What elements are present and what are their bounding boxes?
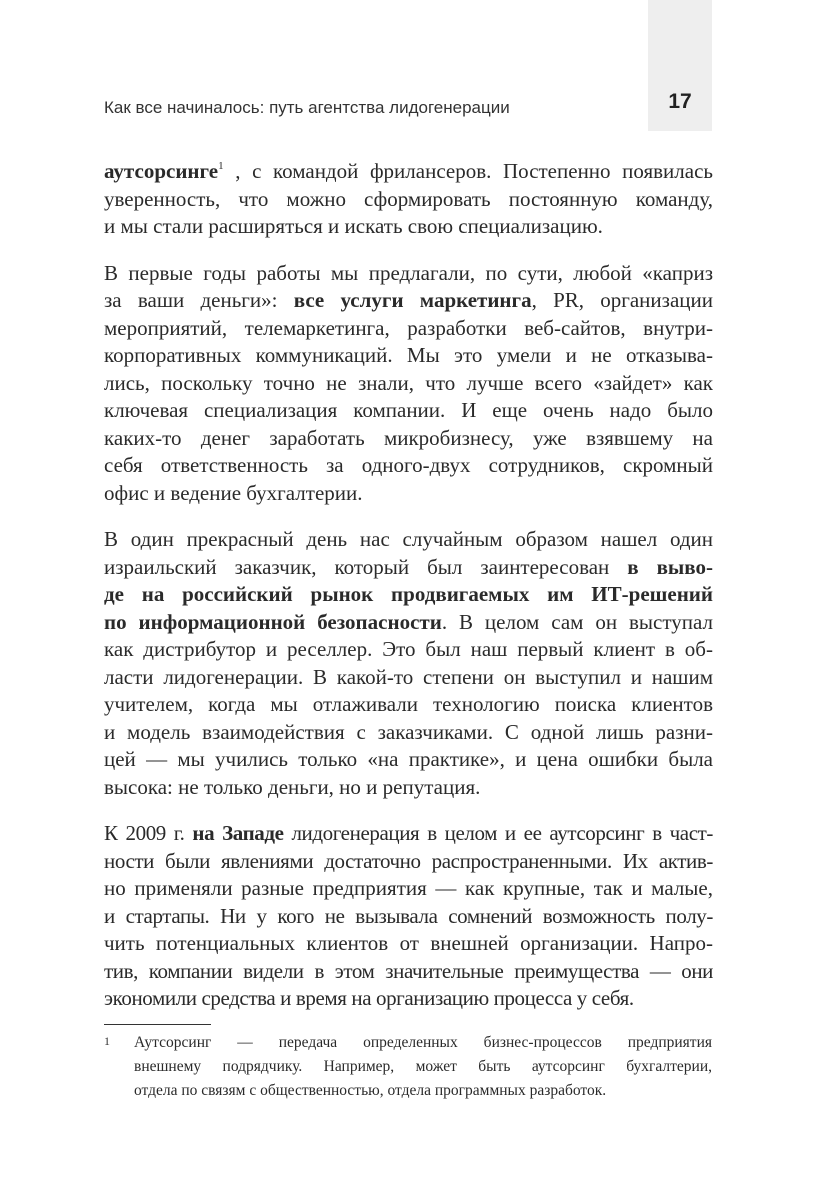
text-segment: израильский заказчик, который был заинтересован — [104, 554, 628, 579]
paragraph — [104, 820, 713, 1013]
text-line — [104, 554, 713, 582]
text-segment: чить потенциальных клиентов от внешней организации. Напро- — [104, 931, 713, 955]
text-segment: и стартапы. Ни у кого не вызывала сомнений возможность полу- — [104, 903, 713, 928]
text-segment: В один прекрасный день нас случайным образом нашел один — [104, 527, 713, 551]
text-segment: уверенность, что можно сформировать постоянную команду, — [104, 186, 713, 211]
footnote-line: Аутсорсинг — передача определенных бизнес-процессов предприятия — [134, 1034, 712, 1051]
text-segment: высока: не только деньги, но и репутация. — [104, 774, 481, 799]
footnote-line: отдела по связям с общественностью, отдела программных разработок. — [134, 1082, 607, 1099]
text-line — [104, 820, 713, 848]
text-segment: В первые годы работы мы предлагали, по сути, любой «каприз — [104, 260, 713, 285]
text-segment: , с командой фрилансеров. Постепенно появилась — [223, 159, 713, 183]
text-line — [104, 636, 713, 664]
text-line — [104, 958, 713, 986]
text-line — [104, 848, 713, 876]
text-line — [104, 213, 713, 241]
bold-text: в выво- — [627, 554, 713, 579]
text-segment: офис и ведение бухгалтерии. — [104, 480, 363, 505]
text-segment: себя ответственность за одного-двух сотрудников, скромный — [104, 453, 713, 477]
text-line — [104, 903, 713, 931]
footnote-ref: 1 — [218, 160, 224, 172]
text-segment: как дистрибутор и реселлер. Это был наш первый клиент в об- — [104, 637, 713, 661]
bold-text: де на российский рынок продвигаемых им ИТ-решений — [104, 582, 713, 606]
text-segment: ласти лидогенерации. В какой-то степени он выступил и нашим — [104, 664, 713, 689]
text-line — [104, 315, 713, 343]
text-segment: мероприятий, телемаркетинга, разработки веб-сайтов, внутри- — [104, 315, 713, 340]
bold-text: аутсорсинге — [104, 159, 219, 183]
text-segment: лидогенерация в целом и ее аутсорсинг в част- — [283, 821, 713, 845]
text-line — [104, 425, 713, 453]
bold-text: по информационной безопасности — [104, 609, 442, 634]
text-line — [104, 480, 713, 508]
paragraph — [104, 526, 713, 801]
text-line — [104, 664, 713, 692]
text-segment: тив, компании видели в этом значительные преимущества — они — [104, 958, 713, 983]
text-segment: но применяли разные предприятия — как крупные, так и малые, — [104, 876, 713, 900]
text-line — [104, 719, 713, 747]
text-line — [104, 581, 713, 609]
text-line — [104, 452, 713, 480]
text-segment: ключевая специализация компании. И еще очень надо было — [104, 398, 713, 422]
text-line — [104, 397, 713, 425]
text-line — [104, 186, 713, 214]
text-line — [104, 691, 713, 719]
page-number: 17 — [668, 90, 692, 113]
text-line — [104, 985, 713, 1013]
footnote-divider — [104, 1024, 211, 1025]
text-segment: за ваши деньги»: — [104, 288, 294, 312]
text-segment: . В целом сам он выступал — [441, 609, 713, 634]
bold-text: на Западе — [192, 821, 284, 845]
running-title: Как все начиналось: путь агентства лидогенерации — [104, 98, 510, 117]
body-text — [104, 158, 713, 1032]
text-segment: каких-то денег заработать микробизнесу, уже взявшему на — [104, 425, 713, 450]
text-segment: и модель взаимодействия с заказчиками. С одной лишь разни- — [104, 719, 713, 744]
text-segment: и мы стали расширяться и искать свою специализацию. — [104, 214, 603, 238]
text-line — [104, 342, 713, 370]
paragraph — [104, 158, 713, 241]
text-line — [104, 746, 713, 774]
text-segment: , PR, организации — [531, 288, 713, 312]
text-segment: лись, поскольку точно не знали, что лучше всего «зайдет» как — [104, 370, 713, 395]
paragraph — [104, 260, 713, 508]
text-segment: учителем, когда мы отлаживали технологию поиска клиентов — [104, 692, 713, 716]
text-line — [104, 526, 713, 554]
footnote-number: 1 — [104, 1034, 110, 1048]
text-line — [104, 287, 713, 315]
footnote-text — [134, 1031, 712, 1103]
text-line — [104, 609, 713, 637]
text-line — [104, 930, 713, 958]
text-segment: К 2009 г. — [104, 821, 193, 845]
text-line — [104, 774, 713, 802]
text-line — [104, 158, 713, 186]
text-segment: экономили средства и время на организацию процесса у себя. — [104, 986, 634, 1010]
text-segment: корпоративных коммуникаций. Мы это умели и не отказыва- — [104, 343, 713, 367]
bold-text: все услуги маркетинга — [293, 288, 532, 312]
text-line — [104, 260, 713, 288]
text-line — [104, 370, 713, 398]
text-segment: ности были явлениями достаточно распространенными. Их актив- — [104, 848, 713, 873]
text-segment: цей — мы учились только «на практике», и цена ошибки была — [104, 747, 713, 771]
footnote-line: внешнему подрядчику. Например, может быть аутсорсинг бухгалтерии, — [134, 1058, 712, 1075]
text-line — [104, 875, 713, 903]
